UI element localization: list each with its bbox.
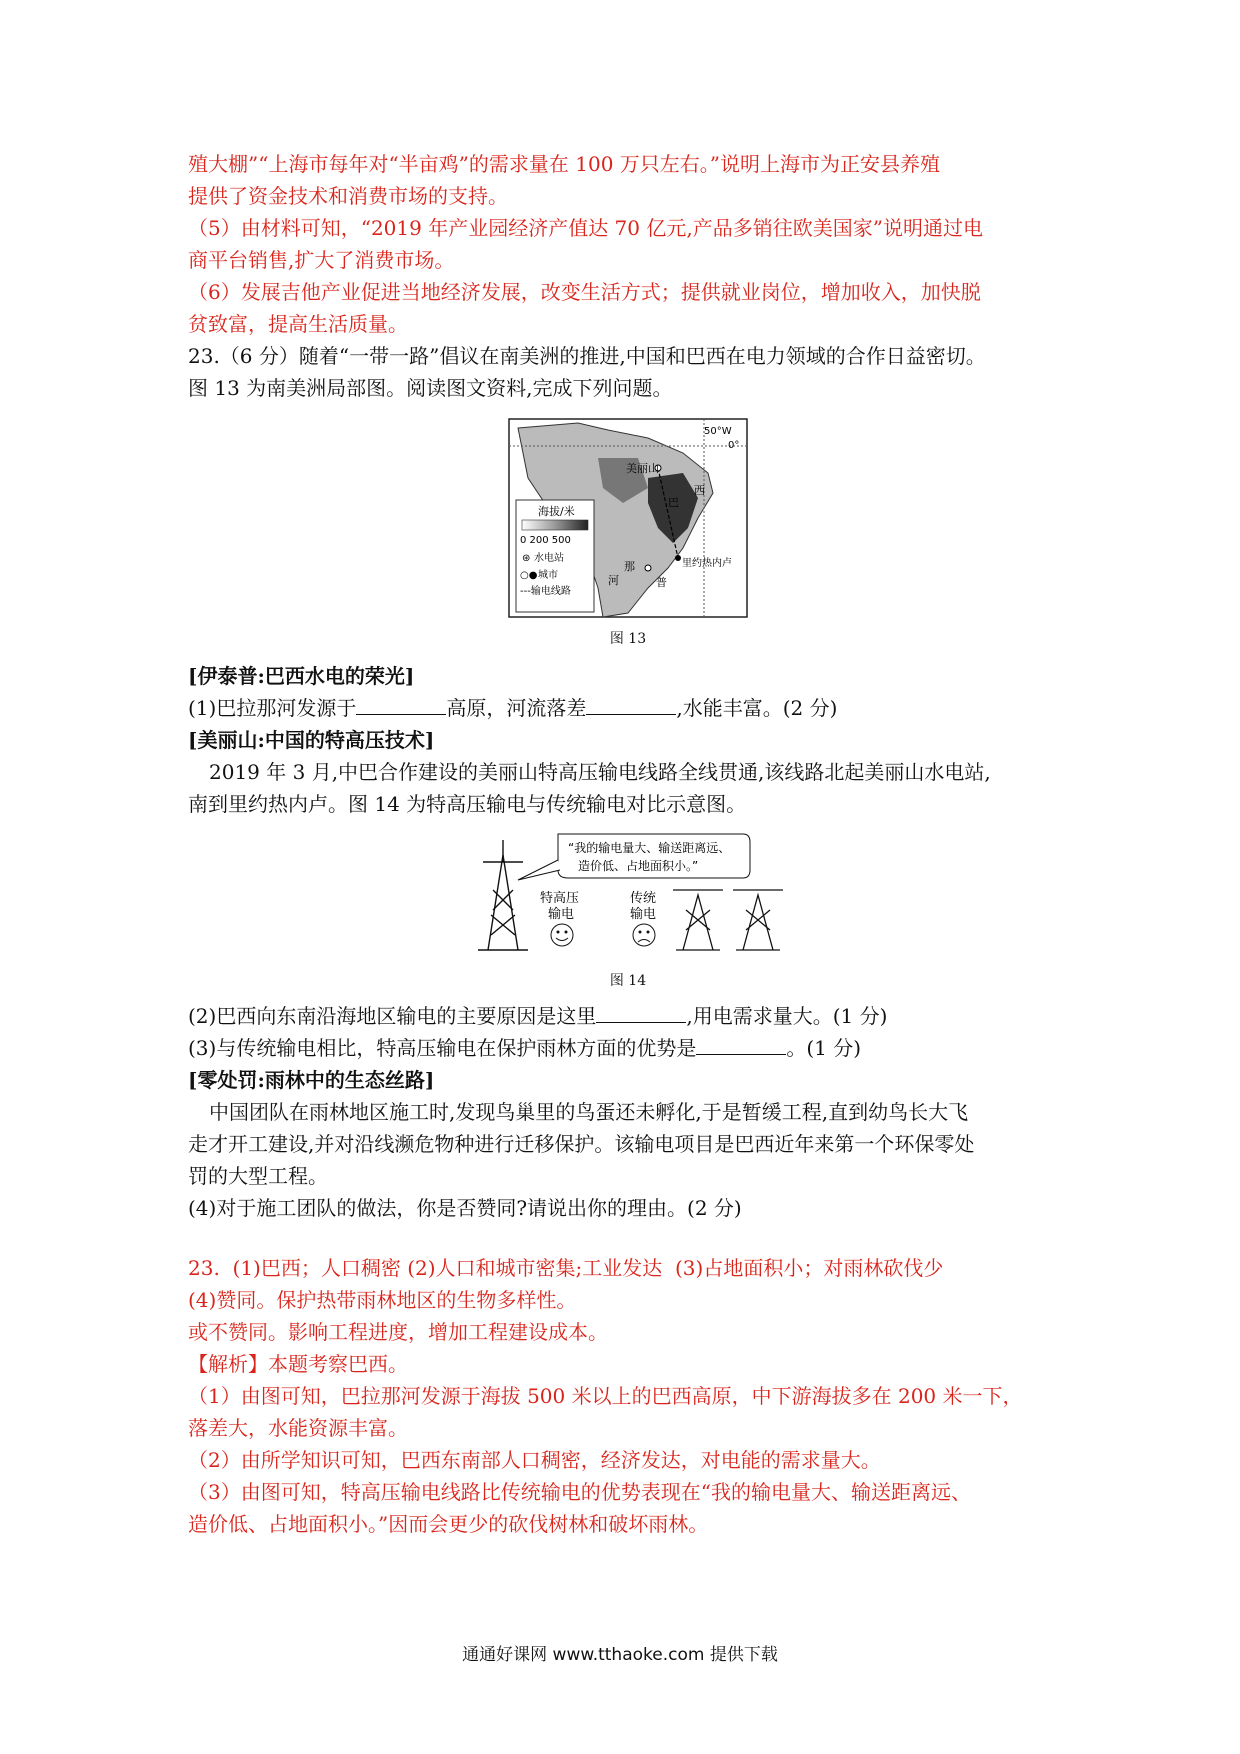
traditional-label: 传统 <box>630 891 657 906</box>
figure-caption: 图 13 <box>609 631 647 647</box>
uhv-label: 特高压 <box>540 891 580 906</box>
answer-line: 提供了资金技术和消费市场的支持。 <box>188 184 508 208</box>
answer-line: （5）由材料可知，“2019 年产业园经济产值达 70 亿元,产品多销往欧美国家”说明通过电 <box>188 216 983 240</box>
place-label: 河 <box>608 574 619 587</box>
paragraph: 中国团队在雨林地区施工时,发现鸟巢里的鸟蛋还未孵化,于是暂缓工程,直到幼鸟长大飞 <box>209 1100 969 1124</box>
legend-city: 城市 <box>538 570 558 581</box>
answer-line: 殖大棚”“上海市每年对“半亩鸡”的需求量在 100 万只左右。”说明上海市为正安县养殖 <box>188 152 941 176</box>
section-heading: [美丽山:中国的特高压技术] <box>188 728 435 752</box>
answer-blank <box>356 694 446 715</box>
paragraph: 走才开工建设,并对沿线濒危物种进行迁移保护。该输电项目是巴西近年来第一个环保零处 <box>188 1132 975 1156</box>
traditional-label: 输电 <box>630 907 657 922</box>
question-3 <box>188 1032 1068 1064</box>
answer-line: 造价低、占地面积小。”因而会更少的砍伐树林和破坏雨林。 <box>188 1512 709 1536</box>
question-2 <box>188 1000 1068 1032</box>
legend-hydro: 水电站 <box>534 553 564 564</box>
transmission-comparison-diagram <box>458 830 798 960</box>
answer-line: （3）由图可知，特高压输电线路比传统输电的优势表现在“我的输电量大、输送距离远、 <box>188 1480 971 1504</box>
question-text: ,用电需求量大。(1 分) <box>686 1004 888 1028</box>
longitude-label: 50°W <box>704 426 732 437</box>
uhv-tower-icon <box>478 840 528 950</box>
traditional-tower-icon <box>733 890 783 950</box>
page-content <box>188 148 1068 1540</box>
answer-line: 23. (1)巴西；人口稠密 (2)人口和城市密集;工业发达 (3)占地面积小；对雨林砍伐少 <box>188 1256 944 1280</box>
city-label: 里约热内卢 <box>682 558 732 569</box>
happy-face-icon <box>551 924 573 946</box>
paragraph: 南到里约热内卢。图 14 为特高压输电与传统输电对比示意图。 <box>188 792 747 816</box>
paragraph: 2019 年 3 月,中巴合作建设的美丽山特高压输电线路全线贯通,该线路北起美丽山水电站, <box>209 760 991 784</box>
question-1 <box>188 692 1068 724</box>
question-text: (3)与传统输电相比，特高压输电在保护雨林方面的优势是 <box>188 1036 697 1060</box>
section-heading: [零处罚:雨林中的生态丝路] <box>188 1068 435 1092</box>
section-heading: [伊泰普:巴西水电的荣光] <box>188 664 415 688</box>
answer-line: 商平台销售,扩大了消费市场。 <box>188 248 455 272</box>
hydro-station-icon <box>645 565 651 571</box>
page-footer: 通通好课网 www.tthaoke.com 提供下载 <box>462 1645 778 1665</box>
question-4: (4)对于施工团队的做法，你是否赞同?请说出你的理由。(2 分) <box>188 1196 742 1220</box>
latitude-label: 0° <box>728 440 740 451</box>
question-text: 。(1 分) <box>786 1036 862 1060</box>
traditional-tower-icon <box>673 890 723 950</box>
bubble-text: 造价低、占地面积小。” <box>578 859 699 873</box>
answer-line: 【解析】本题考察巴西。 <box>188 1352 408 1376</box>
sad-face-icon <box>633 924 655 946</box>
legend-line: ---输电线路 <box>520 586 571 597</box>
answer-line: （6）发展吉他产业促进当地经济发展，改变生活方式；提供就业岗位，增加收入，加快脱 <box>188 280 981 304</box>
answer-line: （2）由所学知识可知，巴西东南部人口稠密，经济发达，对电能的需求量大。 <box>188 1448 881 1472</box>
place-label: 普 <box>656 576 667 589</box>
figure-caption: 图 14 <box>609 973 647 989</box>
question-text: 高原，河流落差 <box>446 696 587 720</box>
answer-line: 落差大，水能资源丰富。 <box>188 1416 408 1440</box>
legend-ticks: 0 200 500 <box>520 535 571 546</box>
place-label: 那 <box>624 560 635 573</box>
answer-line: （1）由图可知，巴拉那河发源于海拔 500 米以上的巴西高原，中下游海拔多在 200 米一下， <box>188 1384 1023 1408</box>
uhv-label: 输电 <box>548 907 575 922</box>
paragraph: 罚的大型工程。 <box>188 1164 328 1188</box>
place-label: 美丽山 <box>626 462 659 475</box>
south-america-map <box>508 418 748 618</box>
bubble-text: “我的输电量大、输送距离远、 <box>568 841 731 855</box>
answer-blank <box>596 1002 686 1023</box>
question-intro: 23.（6 分）随着“一带一路”倡议在南美洲的推进,中国和巴西在电力领域的合作日益密切。 <box>188 344 986 368</box>
question-text: (1)巴拉那河发源于 <box>188 696 357 720</box>
legend-city-symbol: ○● <box>520 570 538 581</box>
answer-blank <box>586 694 676 715</box>
answer-blank <box>696 1034 786 1055</box>
figure-14 <box>458 830 798 990</box>
answer-line: 贫致富，提高生活质量。 <box>188 312 408 336</box>
place-label: 西 <box>694 484 705 497</box>
place-label: 巴 <box>668 496 679 509</box>
legend-title: 海拔/米 <box>538 505 575 518</box>
answer-line: 或不赞同。影响工程进度，增加工程建设成本。 <box>188 1320 608 1344</box>
answer-line: (4)赞同。保护热带雨林地区的生物多样性。 <box>188 1288 577 1312</box>
question-text: (2)巴西向东南沿海地区输电的主要原因是这里 <box>188 1004 597 1028</box>
figure-13 <box>508 418 748 648</box>
question-text: ,水能丰富。(2 分) <box>676 696 838 720</box>
city-icon <box>675 555 681 561</box>
legend-hydro-symbol: ⊛ <box>522 553 531 564</box>
question-intro: 图 13 为南美洲局部图。阅读图文资料,完成下列问题。 <box>188 376 673 400</box>
